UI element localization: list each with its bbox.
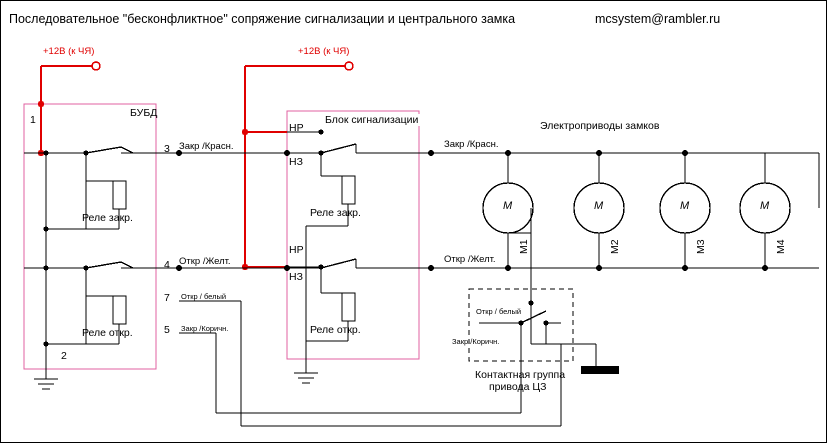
motor-label-1: M1 — [518, 239, 530, 254]
relay-open-right-label: Реле откр. — [310, 324, 361, 336]
contact-group-label-2: привода ЦЗ — [489, 381, 547, 393]
pin-4-label: 4 — [164, 259, 170, 271]
alarm-block-label: Блок сигнализации — [325, 114, 419, 126]
motor-glyph-1: M — [503, 200, 513, 212]
motor-label-3: M3 — [695, 239, 707, 254]
contact-email: mcsystem@rambler.ru — [595, 12, 721, 26]
pin-5-label: 5 — [164, 324, 170, 336]
motor-label-4: M4 — [775, 239, 787, 254]
wire-open-right-label: Откр /Желт. — [444, 254, 496, 265]
nr-bottom-label: НР — [289, 244, 304, 256]
pin-2-label: 2 — [61, 350, 67, 362]
nz-bottom-label: НЗ — [289, 271, 303, 283]
wire-close-right-label: Закр /Красн. — [444, 139, 499, 150]
nz-top-label: НЗ — [289, 156, 303, 168]
power-label-left: +12В (к ЧЯ) — [43, 46, 95, 57]
bubd-block-label: БУБД — [130, 107, 158, 119]
relay-close-left-label: Реле закр. — [82, 212, 133, 224]
contact-group-label-1: Контактная группа — [475, 369, 566, 381]
nr-top-label: НР — [289, 122, 304, 134]
pin-3-label: 3 — [164, 143, 170, 155]
motor-glyph-4: M — [760, 200, 770, 212]
cg-close-brown-label: Закр /Коричн. — [452, 337, 500, 346]
page-title: Последовательное "бесконфликтное" сопряжение сигнализации и центрального замка — [9, 12, 516, 26]
wire-close-brown-label: Закр /Коричн. — [181, 324, 229, 333]
motor-glyph-3: M — [680, 200, 690, 212]
cg-open-white-label: Откр / белый — [476, 307, 522, 316]
actuators-title: Электроприводы замков — [540, 120, 660, 132]
wire-open-white-label: Откр / белый — [181, 292, 227, 301]
wire-close-left-label: Закр /Красн. — [179, 141, 234, 152]
wire-open-left-label: Откр /Желт. — [179, 256, 231, 267]
power-label-right: +12В (к ЧЯ) — [298, 46, 350, 57]
motor-glyph-2: M — [594, 200, 604, 212]
motor-label-2: M2 — [609, 239, 621, 254]
relay-open-left-label: Реле откр. — [82, 327, 133, 339]
pin-7-label: 7 — [164, 292, 170, 304]
pin-1-label: 1 — [30, 114, 36, 126]
relay-close-right-label: Реле закр. — [310, 207, 361, 219]
